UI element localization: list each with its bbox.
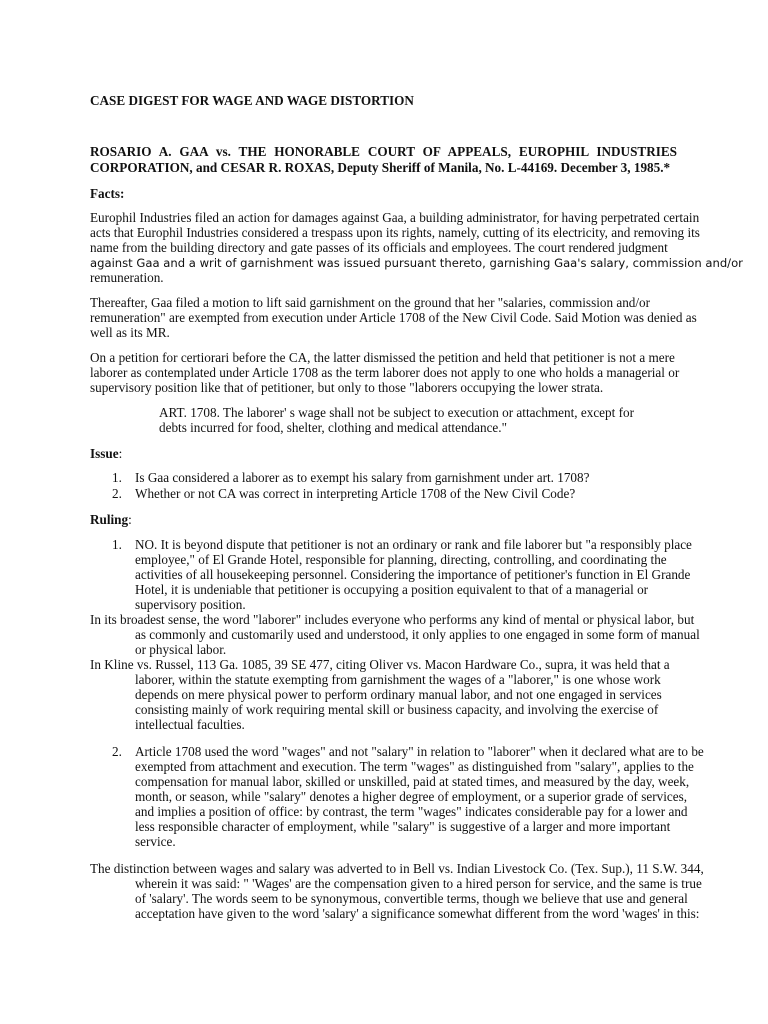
ruling-heading-row (90, 512, 132, 528)
distinction-line-2: wherein it was said: " 'Wages' are the compensation given to a hired person for service, and the same is true (135, 876, 702, 891)
kline-line-4: consisting mainly of work requiring mental skill or business capacity, and involving the exercise of (135, 702, 659, 717)
issue-number-2: 2. (112, 486, 122, 501)
facts-p3-line-2: laborer as contemplated under Article 1708 as the term laborer does not apply to one who holds a managerial or (90, 365, 680, 380)
broad-line-1: In its broadest sense, the word "laborer" includes everyone who performs any kind of mental or physical labor, but (90, 612, 695, 627)
ruling1-line-5: supervisory position. (135, 597, 246, 612)
facts-p1-line-4: against Gaa and a writ of garnishment was issued pursuant thereto, garnishing Gaa's salary, commission and/or (90, 256, 743, 270)
facts-p2-line-3: well as its MR. (90, 325, 170, 340)
ruling-colon: : (128, 512, 132, 527)
quote-line-2: debts incurred for food, shelter, clothing and medical attendance." (159, 420, 507, 435)
facts-p3-line-1: On a petition for certiorari before the CA, the latter dismissed the petition and held that petitioner is not a mere (90, 350, 675, 365)
facts-p2-line-1: Thereafter, Gaa filed a motion to lift said garnishment on the ground that her "salaries, commission and/or (90, 295, 651, 310)
ruling2-line-5: and implies a position of office: by contrast, the term "wages" indicates considerable pay for a lower and (135, 804, 688, 819)
ruling2-line-7: service. (135, 834, 176, 849)
facts-p1-line-1: Europhil Industries filed an action for damages against Gaa, a building administrator, for having perpetrated certain (90, 210, 700, 225)
facts-p1-line-3: name from the building directory and gate passes of its officials and employees. The court rendered judgment (90, 240, 668, 255)
document-title: CASE DIGEST FOR WAGE AND WAGE DISTORTION (90, 93, 414, 108)
issue-colon: : (118, 446, 123, 461)
ruling1-line-1: NO. It is beyond dispute that petitioner is not an ordinary or rank and file laborer but "a responsibly place (135, 537, 692, 552)
issue-text-2: Whether or not CA was correct in interpreting Article 1708 of the New Civil Code? (135, 486, 576, 501)
issue-number-1: 1. (112, 470, 122, 485)
issue-heading: Issue (90, 446, 119, 461)
ruling2-line-4: month, or season, while "salary" denotes a higher degree of employment, or a superior grade of services, (135, 789, 688, 804)
ruling2-line-6: less responsible character of employment, while "salary" is suggestive of a larger and more important (135, 819, 671, 834)
broad-line-3: or physical labor. (135, 642, 227, 657)
ruling1-line-4: Hotel, it is undeniable that petitioner is occupying a position equivalent to that of a managerial or (135, 582, 649, 597)
issue-text-1: Is Gaa considered a laborer as to exempt his salary from garnishment under art. 1708? (135, 470, 590, 485)
ruling1-line-3: activities of all housekeeping personnel. Considering the importance of petitioner's function in El Grande (135, 567, 691, 582)
kline-line-5: intellectual faculties. (135, 717, 245, 732)
case-title-line-1: ROSARIO A. GAA vs. THE HONORABLE COURT OF APPEALS, EUROPHIL INDUSTRIES (90, 144, 677, 159)
facts-heading: Facts: (90, 186, 125, 201)
facts-p1-line-5: remuneration. (90, 270, 164, 285)
facts-p2-line-2: remuneration" are exempted from execution under Article 1708 of the New Civil Code. Said Motion was denied as (90, 310, 697, 325)
broad-line-2: as commonly and customarily used and understood, it only applies to one engaged in some form of manual (135, 627, 700, 642)
case-title-line-2: CORPORATION, and CESAR R. ROXAS, Deputy Sheriff of Manila, No. L-44169. December 3, 1985.* (90, 160, 671, 175)
facts-p1-line-2: acts that Europhil Industries considered a trespass upon its rights, namely, cutting of its electricity, and removing its (90, 225, 700, 240)
ruling-number-2: 2. (112, 744, 122, 759)
kline-line-3: depends on mere physical power to perform ordinary manual labor, and not one engaged in services (135, 687, 662, 702)
ruling2-line-2: exempted from attachment and execution. The term "wages" as distinguished from "salary", applies to the (135, 759, 694, 774)
ruling-number-1: 1. (112, 537, 122, 552)
ruling2-line-3: compensation for manual labor, skilled or unskilled, paid at stated times, and measured by the day, week, (135, 774, 690, 789)
issue-heading-row (90, 446, 122, 462)
ruling2-line-1: Article 1708 used the word "wages" and not "salary" in relation to "laborer" when it declared what are to be (135, 744, 704, 759)
ruling-heading: Ruling (90, 512, 129, 527)
kline-line-1: In Kline vs. Russel, 113 Ga. 1085, 39 SE 477, citing Oliver vs. Macon Hardware Co., supra, it was held that a (90, 657, 670, 672)
facts-p3-line-3: supervisory position like that of petitioner, but only to those "laborers occupying the lower strata. (90, 380, 604, 395)
ruling1-line-2: employee," of El Grande Hotel, responsible for planning, directing, controlling, and coordinating the (135, 552, 667, 567)
quote-line-1: ART. 1708. The laborer' s wage shall not be subject to execution or attachment, except for (159, 405, 634, 420)
distinction-line-3: of 'salary'. The words seem to be synonymous, convertible terms, though we believe that use and general (135, 891, 688, 906)
distinction-line-4: acceptation have given to the word 'salary' a significance somewhat different from the word 'wages' in this: (135, 906, 700, 921)
distinction-line-1: The distinction between wages and salary was adverted to in Bell vs. Indian Livestock Co. (Tex. Sup.), 11 S.W. 344, (90, 861, 704, 876)
kline-line-2: laborer, within the statute exempting from garnishment the wages of a "laborer," is one whose work (135, 672, 661, 687)
